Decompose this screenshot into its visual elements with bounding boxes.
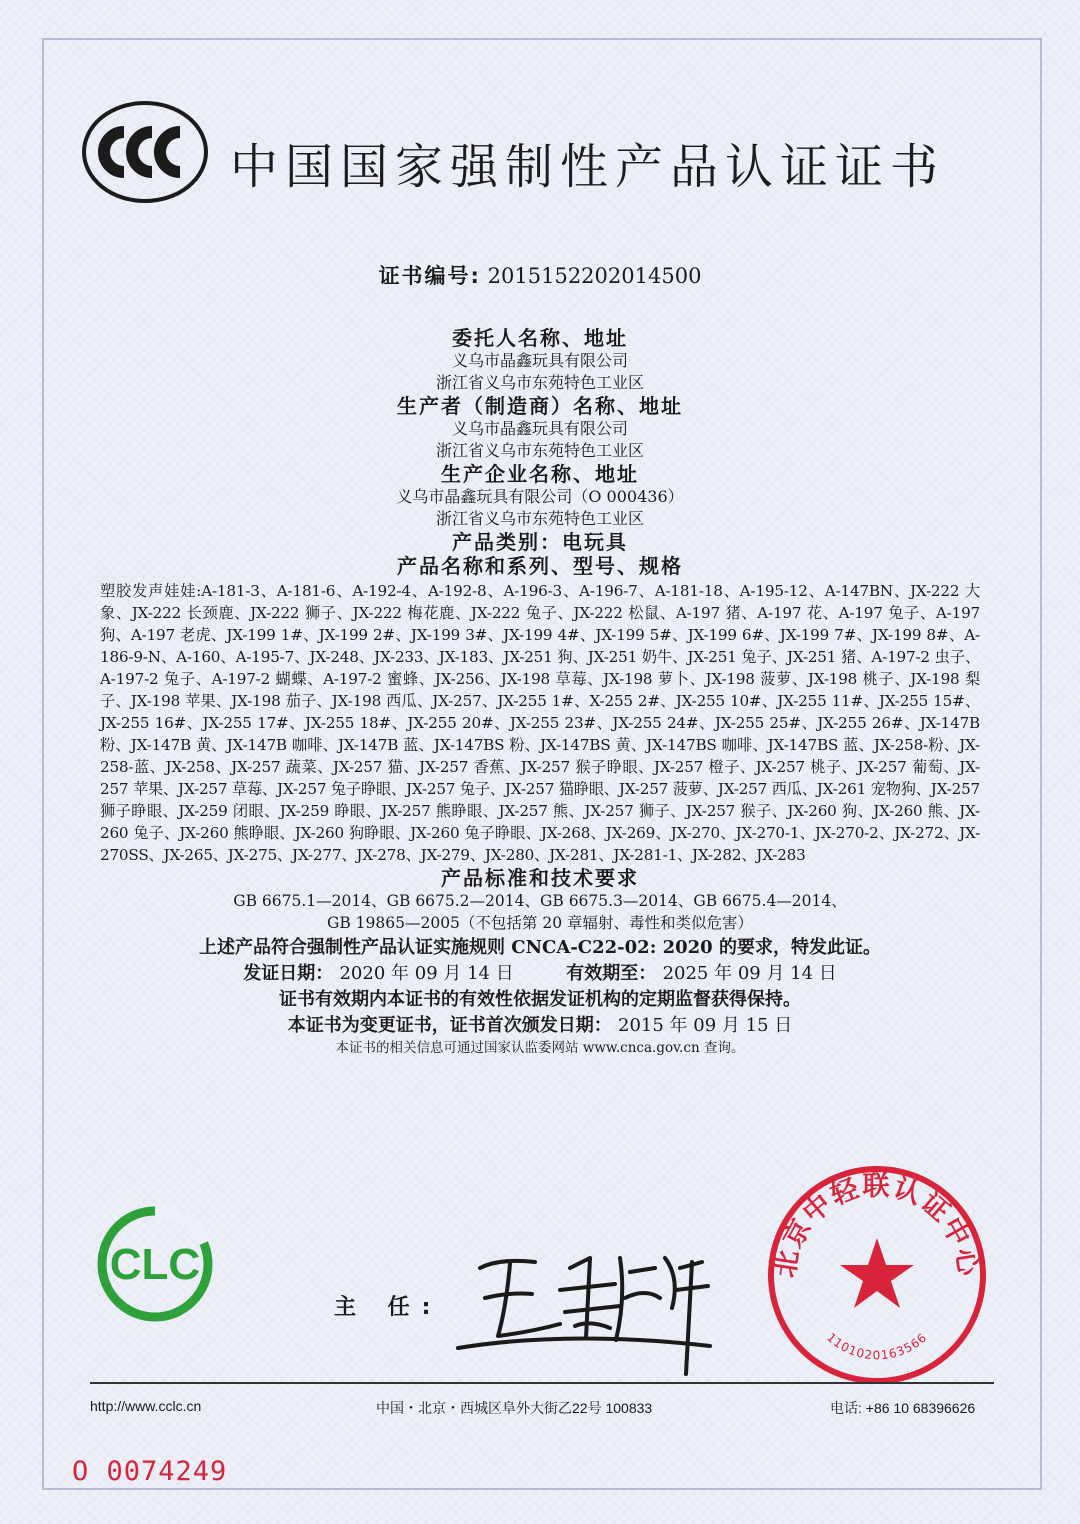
- factory-address: 浙江省义乌市东苑特色工业区: [435, 509, 644, 528]
- change-certificate-label: 本证书为变更证书，证书首次颁发日期：: [287, 1015, 612, 1036]
- applicant-heading: 委托人名称、地址: [452, 326, 628, 350]
- footer-website: http://www.cclc.cn: [90, 1398, 202, 1414]
- manufacturer-address: 浙江省义乌市东苑特色工业区: [435, 441, 644, 460]
- manufacturer-heading: 生产者（制造商）名称、地址: [397, 394, 683, 418]
- clc-logo-text: CLC: [109, 1240, 201, 1289]
- conformity-rule: CNCA-C22-02: 2020: [511, 937, 713, 958]
- footer-phone: 电话: +86 10 68396626: [830, 1400, 976, 1416]
- footer-address: 中国・北京・西城区阜外大街乙22号 100833: [376, 1400, 653, 1416]
- applicant-name: 义乌市晶鑫玩具有限公司: [451, 351, 628, 370]
- products-heading: 产品名称和系列、型号、规格: [397, 554, 683, 578]
- seal-number: 1101020163566: [824, 1330, 930, 1363]
- factory-name: 义乌市晶鑫玩具有限公司（O 000436）: [396, 487, 684, 506]
- applicant-address: 浙江省义乌市东苑特色工业区: [435, 373, 644, 392]
- certificate-title: 中国国家强制性产品认证证书: [230, 139, 946, 195]
- conformity-statement: [100, 936, 980, 960]
- certificate-body: [100, 326, 980, 1058]
- conformity-before: 上述产品符合强制性产品认证实施规则: [199, 937, 512, 958]
- ccc-icon: [80, 98, 210, 206]
- expiry-date-label: 有效期至：: [566, 963, 657, 984]
- expiry-date-value: 2025 年 09 月 14 日: [662, 963, 837, 984]
- standards-heading: 产品标准和技术要求: [441, 866, 639, 890]
- serial-number: O 0074249: [72, 1456, 228, 1487]
- certificate-number-value: 2015152202014500: [487, 264, 702, 288]
- standards-line-1: GB 6675.1—2014、GB 6675.2—2014、GB 6675.3—2014、GB 6675.4—2014、: [233, 892, 847, 910]
- svg-text:1101020163566: [824, 1330, 930, 1362]
- standards-line-2: GB 19865—2005（不包括第 20 章辐射、毒性和类似危害）: [326, 914, 754, 932]
- red-star-icon: [840, 1238, 914, 1308]
- seal-text: 北京中轻联认证中心: [770, 1170, 984, 1280]
- query-note: 本证书的相关信息可通过国家认监委网站 www.cnca.gov.cn 查询。: [335, 1040, 745, 1056]
- director-label: 主 任:: [334, 1295, 443, 1320]
- first-issue-line: [100, 1014, 980, 1038]
- validity-note: 证书有效期内本证书的有效性依据发证机构的定期监督获得保持。: [279, 989, 801, 1010]
- certification-seal: [762, 1160, 992, 1390]
- director-signature: [440, 1228, 730, 1378]
- first-issue-date-value: 2015 年 09 月 15 日: [618, 1015, 793, 1036]
- factory-heading: 生产企业名称、地址: [441, 462, 639, 486]
- manufacturer-name: 义乌市晶鑫玩具有限公司: [451, 419, 628, 438]
- footer-divider: [90, 1382, 994, 1384]
- product-models-list: 塑胶发声娃娃:A-181-3、A-181-6、A-192-4、A-192-8、A-196-3、A-196-7、A-181-18、A-195-12、A-147BN、JX-222 大象、JX-222 长颈鹿、JX-222 狮子、JX-222 梅花鹿、JX-222 兔子、JX-222 松鼠、A-197 猪、A-197 花、A-197 兔子、A-197 狗、A-197 老虎、JX-199 1#、JX-199 2#、JX-199 3#、JX-199 4#、JX-199 5#、JX-199 6#、JX-199 7#、JX-199 8#、A-186-9-N、A-160、A-195-7、JX-248、JX-233、JX-183、JX-251 狗、JX-251 奶牛、JX-251 兔子、JX-251 猪、A-197-2 虫子、A-197-2 兔子、A-197-2 蝴蝶、A-197-2 蜜蜂、JX-256、JX-198 草莓、JX-198 萝卜、JX-198 菠萝、JX-198 桃子、JX-198 梨子、JX-198 苹果、JX-198 茄子、JX-198 西瓜、JX-257、JX-255 1#、X-255 2#、JX-255 10#、JX-255 11#、JX-255 15#、JX-255 16#、JX-255 17#、JX-255 18#、JX-255 20#、JX-255 23#、JX-255 24#、JX-255 25#、JX-255 26#、JX-147B 粉、JX-147B 黄、JX-147B 咖啡、JX-147B 蓝、JX-147BS 粉、JX-147BS 黄、JX-147BS 咖啡、JX-147BS 蓝、JX-258-粉、JX-258-蓝、JX-258、JX-257 蔬菜、JX-257 猫、JX-257 香蕉、JX-257 猴子睁眼、JX-257 橙子、JX-257 桃子、JX-257 葡萄、JX-257 苹果、JX-257 草莓、JX-257 兔子睁眼、JX-257 兔子、JX-257 猫睁眼、JX-257 菠萝、JX-257 西瓜、JX-261 宠物狗、JX-257 狮子睁眼、JX-259 闭眼、JX-259 睁眼、JX-257 熊睁眼、JX-257 熊、JX-257 狮子、JX-257 猴子、JX-260 狗、JX-260 熊、JX-260 兔子、JX-260 熊睁眼、JX-260 狗睁眼、JX-260 兔子睁眼、JX-268、JX-269、JX-270、JX-270-1、JX-270-2、JX-272、JX-270SS、JX-265、JX-275、JX-277、JX-278、JX-279、JX-280、JX-281、JX-281-1、JX-282、JX-283: [100, 582, 980, 864]
- conformity-after: 的要求，特发此证。: [712, 937, 881, 958]
- product-category: 产品类别：电玩具: [452, 530, 628, 554]
- issue-date-value: 2020 年 09 月 14 日: [339, 963, 514, 984]
- issue-date-label: 发证日期：: [243, 963, 334, 984]
- certificate-number-label: 证书编号:: [378, 264, 481, 288]
- dates-line: [100, 962, 980, 986]
- certificate-number: [0, 260, 1080, 290]
- clc-logo-icon: [96, 1205, 214, 1323]
